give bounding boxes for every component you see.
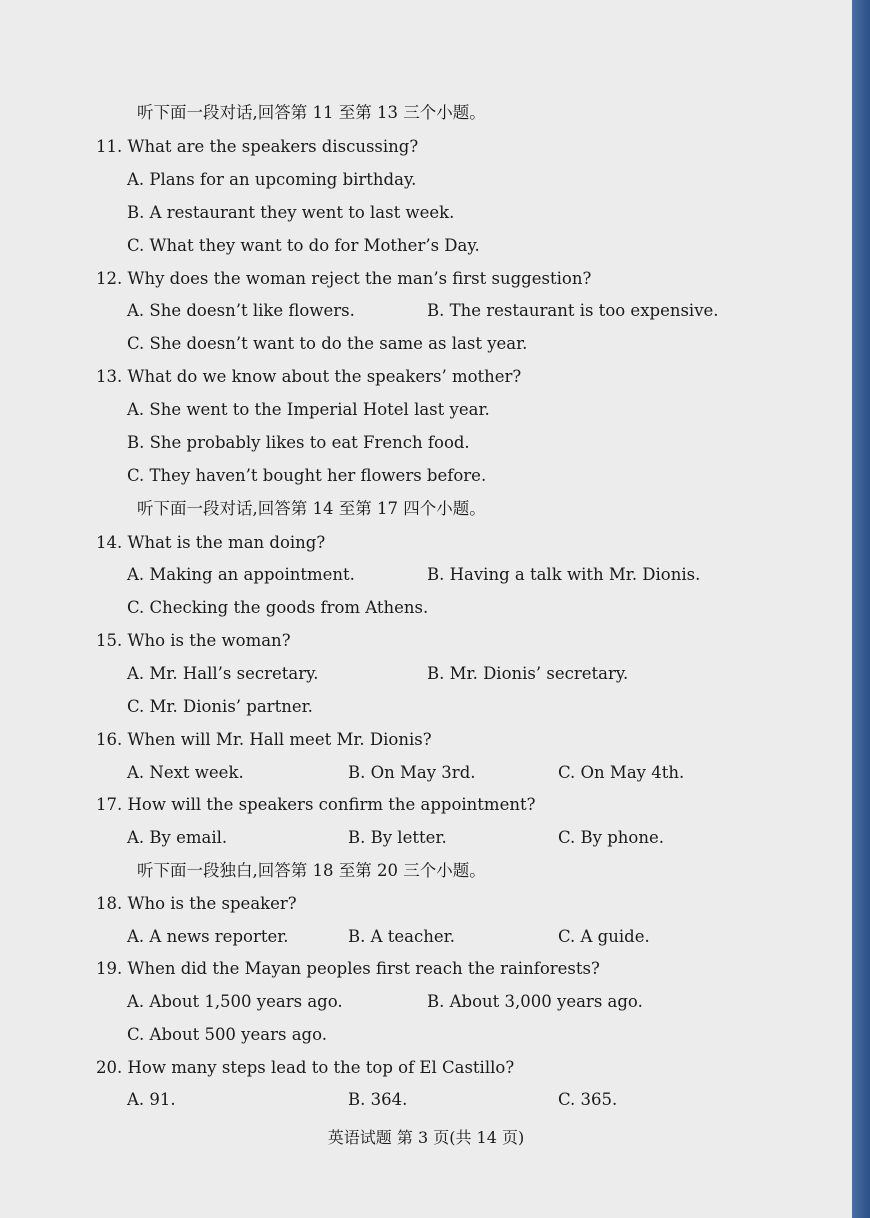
option-13-a: A. She went to the Imperial Hotel last year. [127, 400, 490, 419]
question-stem: How will the speakers confirm the appointment? [127, 795, 536, 814]
option-19-c: C. About 500 years ago. [127, 1025, 327, 1044]
option-14-a: A. Making an appointment. [127, 565, 355, 584]
question-12 [96, 268, 591, 290]
option-12-c: C. She doesn’t want to do the same as last year. [127, 334, 528, 353]
option-14-c: C. Checking the goods from Athens. [127, 598, 429, 617]
question-13 [96, 366, 521, 388]
question-stem: Why does the woman reject the man’s first suggestion? [127, 269, 592, 288]
question-number: 12. [96, 269, 123, 288]
option-11-a: A. Plans for an upcoming birthday. [127, 170, 417, 189]
question-number: 15. [96, 631, 123, 650]
option-20-c: C. 365. [558, 1090, 618, 1109]
option-14-b: B. Having a talk with Mr. Dionis. [427, 565, 701, 584]
option-20-b: B. 364. [348, 1090, 408, 1109]
question-number: 18. [96, 894, 123, 913]
page-footer: 英语试题 第 3 页(共 14 页) [327, 1128, 525, 1147]
option-18-a: A. A news reporter. [127, 927, 289, 946]
question-stem: When did the Mayan peoples first reach the rainforests? [127, 959, 600, 978]
question-stem: How many steps lead to the top of El Castillo? [127, 1058, 515, 1077]
question-stem: What are the speakers discussing? [127, 137, 419, 156]
question-stem: What is the man doing? [127, 533, 326, 552]
option-15-b: B. Mr. Dionis’ secretary. [427, 664, 629, 683]
section-instruction: 听下面一段对话,回答第 14 至第 17 四个小题。 [137, 499, 486, 518]
question-number: 16. [96, 730, 123, 749]
question-19 [96, 958, 600, 980]
option-12-a: A. She doesn’t like flowers. [127, 301, 355, 320]
question-number: 20. [96, 1058, 123, 1077]
question-11 [96, 136, 418, 158]
question-15 [96, 630, 291, 652]
question-18 [96, 893, 297, 915]
option-17-c: C. By phone. [558, 828, 664, 847]
option-11-b: B. A restaurant they went to last week. [127, 203, 455, 222]
question-16 [96, 729, 432, 751]
section-instruction: 听下面一段对话,回答第 11 至第 13 三个小题。 [137, 103, 486, 122]
question-14 [96, 532, 325, 554]
option-13-b: B. She probably likes to eat French food. [127, 433, 470, 452]
option-17-a: A. By email. [127, 828, 228, 847]
option-17-b: B. By letter. [348, 828, 447, 847]
option-13-c: C. They haven’t bought her flowers before. [127, 466, 487, 485]
question-17 [96, 794, 535, 816]
question-number: 19. [96, 959, 123, 978]
question-number: 11. [96, 137, 123, 156]
question-stem: When will Mr. Hall meet Mr. Dionis? [127, 730, 432, 749]
question-number: 17. [96, 795, 123, 814]
option-11-c: C. What they want to do for Mother’s Day. [127, 236, 480, 255]
option-20-a: A. 91. [127, 1090, 176, 1109]
option-16-b: B. On May 3rd. [348, 763, 476, 782]
option-15-a: A. Mr. Hall’s secretary. [127, 664, 319, 683]
question-number: 13. [96, 367, 123, 386]
option-19-a: A. About 1,500 years ago. [127, 992, 343, 1011]
question-20 [96, 1057, 514, 1079]
section-instruction: 听下面一段独白,回答第 18 至第 20 三个小题。 [137, 861, 486, 880]
question-stem: Who is the speaker? [127, 894, 297, 913]
option-16-c: C. On May 4th. [558, 763, 685, 782]
option-18-b: B. A teacher. [348, 927, 455, 946]
option-16-a: A. Next week. [127, 763, 244, 782]
question-stem: Who is the woman? [127, 631, 291, 650]
option-12-b: B. The restaurant is too expensive. [427, 301, 719, 320]
option-15-c: C. Mr. Dionis’ partner. [127, 697, 313, 716]
page-edge [852, 0, 870, 1218]
option-19-b: B. About 3,000 years ago. [427, 992, 643, 1011]
option-18-c: C. A guide. [558, 927, 650, 946]
question-number: 14. [96, 533, 123, 552]
question-stem: What do we know about the speakers’ mother? [127, 367, 522, 386]
